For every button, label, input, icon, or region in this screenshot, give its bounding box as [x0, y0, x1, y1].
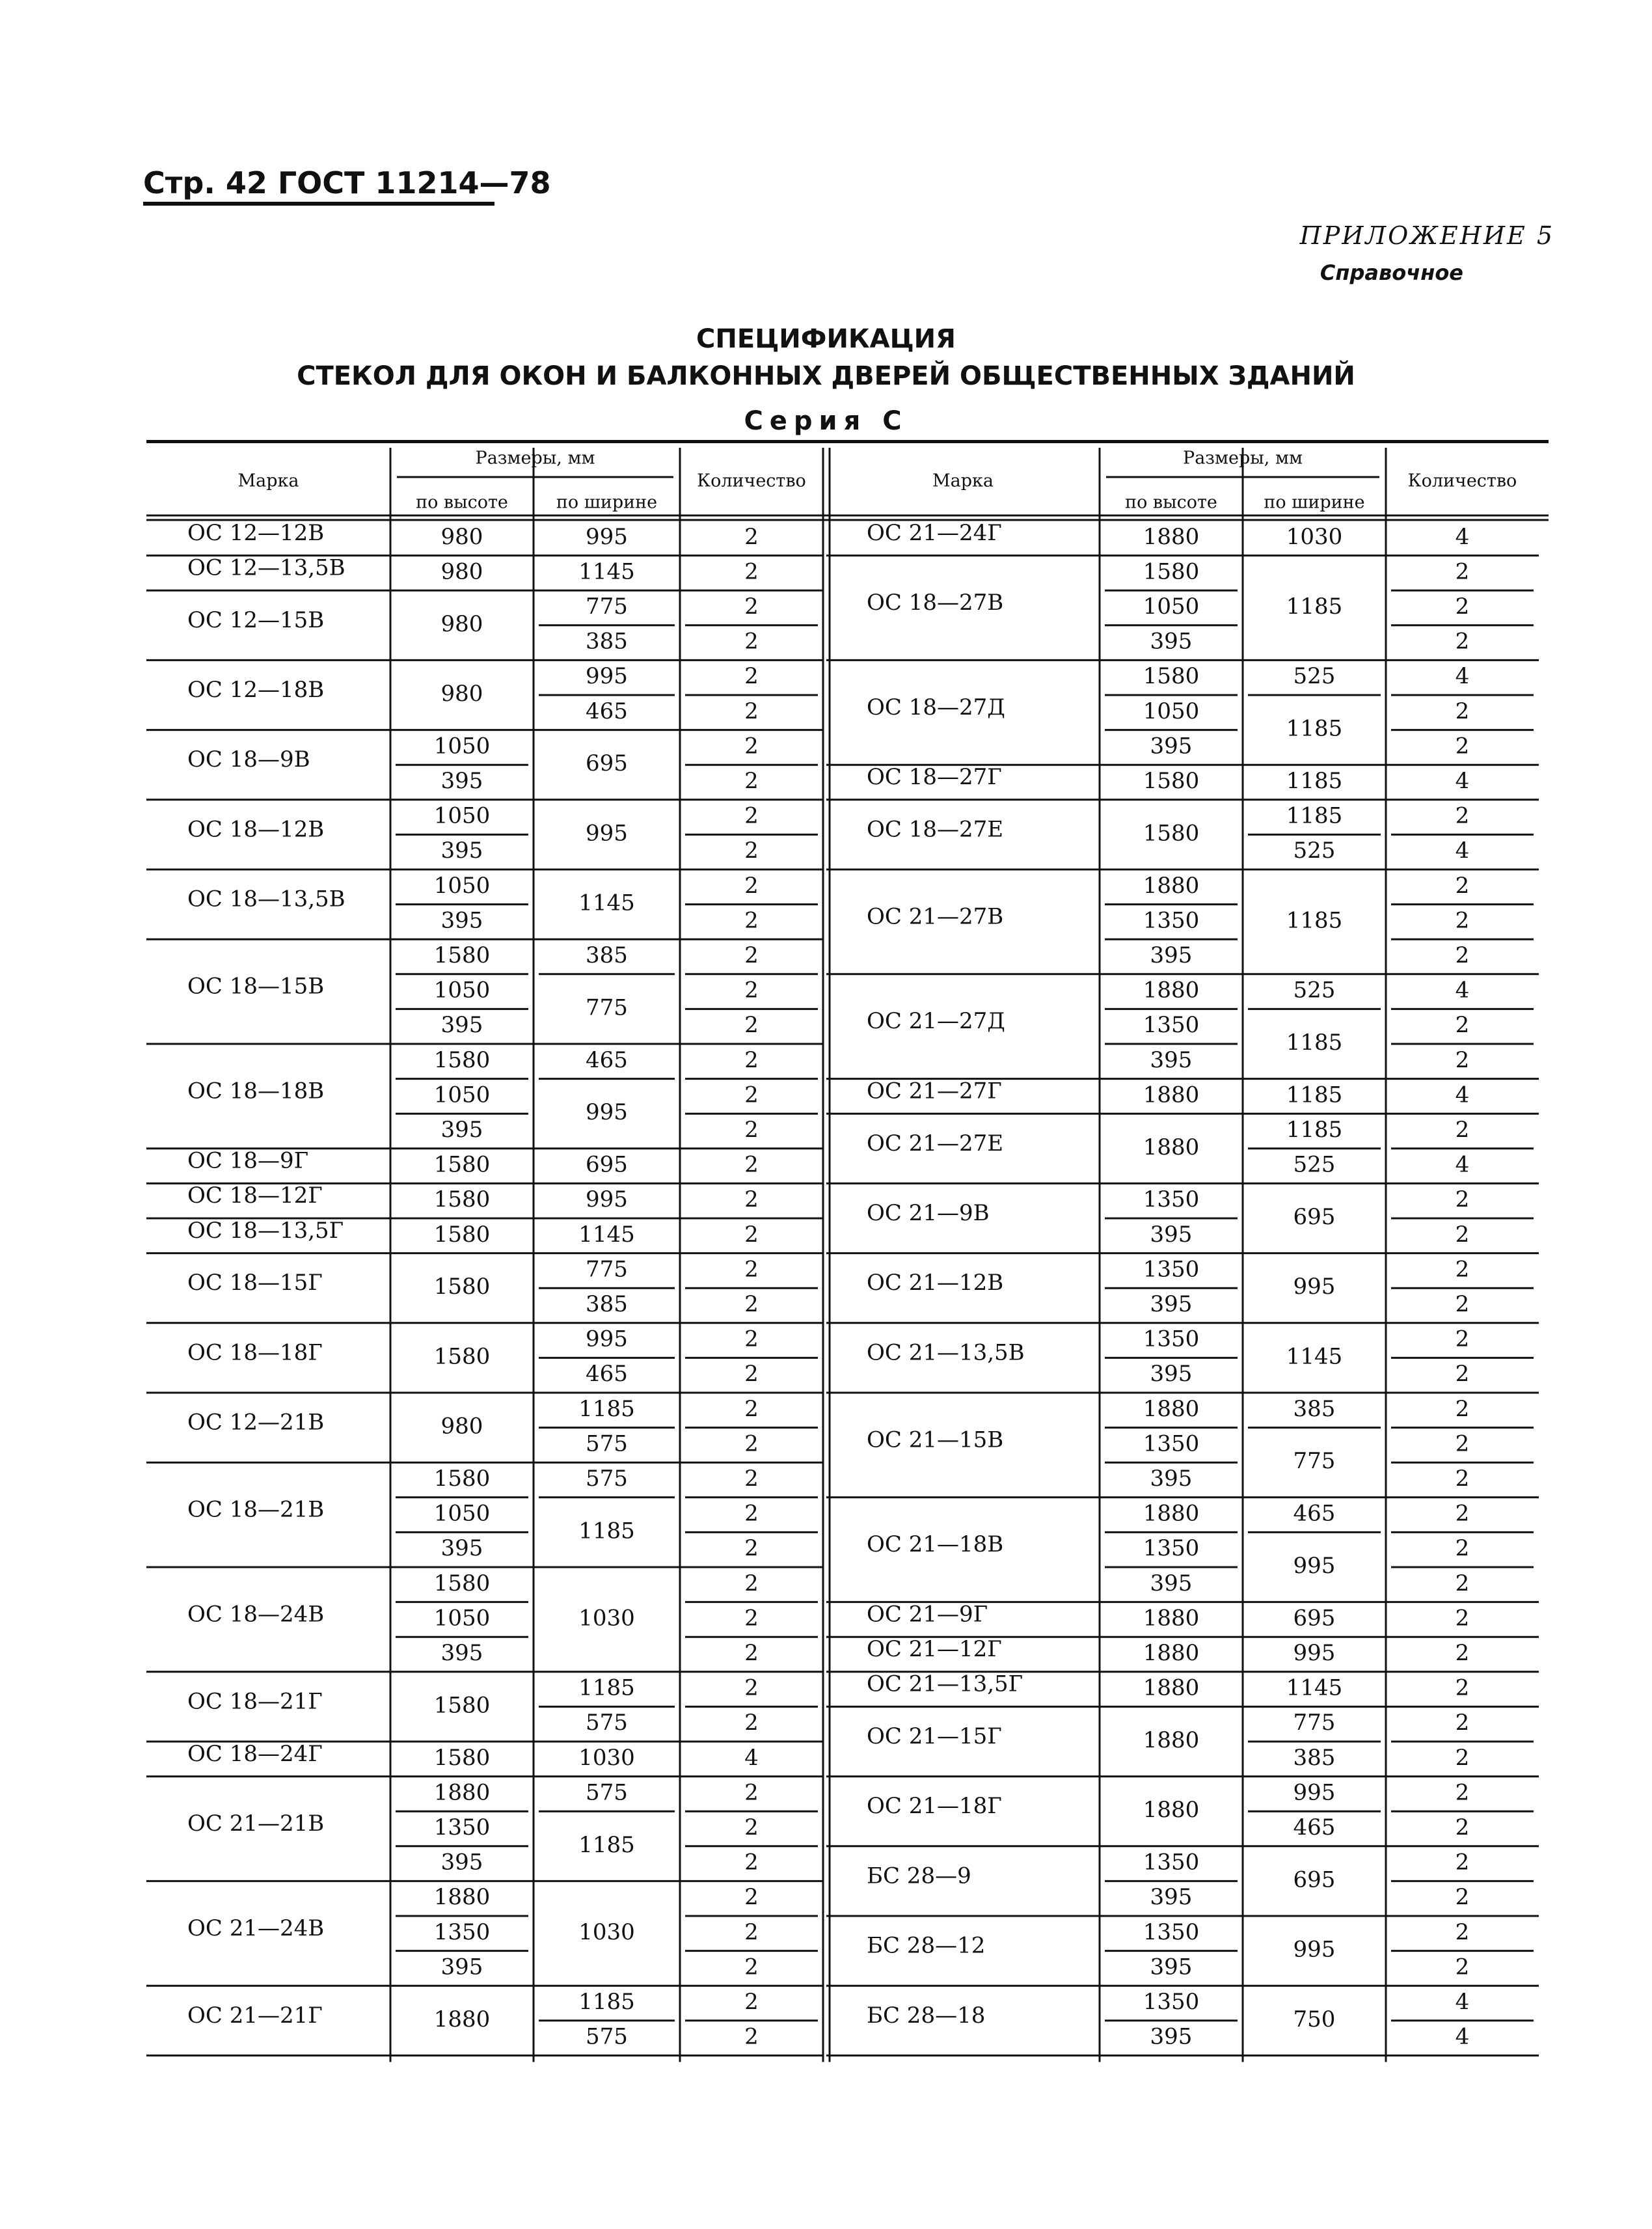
quantity-value: 2 [744, 1535, 759, 1562]
mark-label: ОС 18—13,5Г [187, 1217, 344, 1244]
height-value: 1880 [1143, 977, 1200, 1004]
width-value: 1185 [1286, 768, 1343, 794]
quantity-value: 2 [744, 1326, 759, 1352]
width-value: 1185 [578, 1675, 635, 1701]
quantity-value: 2 [744, 1012, 759, 1039]
height-value: 1350 [1143, 1186, 1200, 1213]
width-value: 1145 [1286, 1343, 1343, 1370]
height-value: 1350 [1143, 1256, 1200, 1283]
height-value: 1350 [1143, 1535, 1200, 1562]
mark-label: ОС 18—15В [187, 973, 325, 1000]
quantity-value: 2 [1455, 1256, 1470, 1283]
quantity-value: 2 [744, 2023, 759, 2050]
mark-label: ОС 21—24Г [867, 519, 1002, 546]
quantity-value: 4 [1455, 977, 1470, 1004]
height-value: 1580 [1143, 558, 1200, 585]
width-value: 385 [1293, 1744, 1336, 1771]
quantity-value: 2 [744, 1466, 759, 1492]
height-value: 395 [1150, 942, 1193, 968]
height-value: 1580 [433, 1274, 491, 1300]
quantity-value: 2 [1455, 1500, 1470, 1527]
mark-label: ОС 12—21В [187, 1409, 325, 1436]
height-value: 1880 [1143, 1797, 1200, 1824]
width-value: 775 [586, 594, 628, 620]
quantity-value: 2 [1455, 1535, 1470, 1562]
quantity-value: 2 [1455, 1605, 1470, 1632]
quantity-value: 2 [1455, 1675, 1470, 1701]
mark-label: ОС 21—12В [867, 1270, 1004, 1296]
width-value: 1185 [1286, 594, 1343, 620]
height-value: 1580 [433, 1046, 491, 1073]
height-value: 1050 [433, 1500, 491, 1527]
height-value: 1050 [433, 733, 491, 759]
width-value: 385 [1293, 1395, 1336, 1422]
quantity-value: 2 [744, 1989, 759, 2015]
series-label: Серия С [744, 406, 908, 436]
quantity-value: 2 [744, 802, 759, 829]
height-value: 395 [440, 838, 483, 864]
width-value: 465 [586, 698, 628, 724]
height-value: 1580 [433, 1692, 491, 1719]
height-value: 980 [440, 558, 483, 585]
height-value: 1880 [1143, 1727, 1200, 1753]
height-value: 1580 [1143, 768, 1200, 794]
quantity-value: 2 [744, 594, 759, 620]
quantity-value: 2 [1455, 1919, 1470, 1945]
width-value: 1145 [578, 558, 635, 585]
width-value: 995 [586, 663, 628, 690]
quantity-value: 2 [744, 663, 759, 690]
quantity-value: 2 [744, 1361, 759, 1388]
mark-label: ОС 18—15Г [187, 1270, 323, 1296]
quantity-value: 2 [1455, 1570, 1470, 1596]
quantity-value: 2 [744, 1675, 759, 1701]
document-subtitle: СТЕКОЛ ДЛЯ ОКОН И БАЛКОННЫХ ДВЕРЕЙ ОБЩЕСТВЕННЫХ ЗДАНИЙ [297, 361, 1355, 391]
quantity-value: 4 [1455, 2023, 1470, 2050]
height-value: 1350 [1143, 1849, 1200, 1876]
header-mark: Марка [932, 471, 994, 491]
quantity-value: 2 [1455, 558, 1470, 585]
width-value: 465 [1293, 1814, 1336, 1840]
quantity-value: 2 [744, 1395, 759, 1422]
width-value: 525 [1293, 1151, 1336, 1178]
mark-label: ОС 21—15В [867, 1427, 1004, 1453]
width-value: 995 [1293, 1936, 1336, 1963]
mark-label: БС 28—12 [867, 1932, 986, 1959]
width-value: 575 [586, 1466, 628, 1492]
width-value: 525 [1293, 663, 1336, 690]
mark-label: ОС 18—21В [187, 1496, 325, 1523]
height-value: 1350 [433, 1814, 491, 1840]
height-value: 1350 [433, 1919, 491, 1945]
mark-label: ОС 21—27Г [867, 1078, 1002, 1104]
height-value: 1580 [433, 1744, 491, 1771]
height-value: 1580 [1143, 663, 1200, 690]
quantity-value: 2 [744, 1605, 759, 1632]
quantity-value: 2 [744, 1640, 759, 1666]
height-value: 395 [1150, 1046, 1193, 1073]
height-value: 1050 [433, 977, 491, 1004]
height-value: 1580 [1143, 820, 1200, 847]
height-value: 395 [440, 907, 483, 934]
width-value: 995 [1293, 1779, 1336, 1806]
width-value: 995 [586, 1186, 628, 1213]
height-value: 395 [440, 1954, 483, 1980]
mark-label: БС 28—18 [867, 2002, 986, 2029]
height-value: 1580 [433, 942, 491, 968]
width-value: 995 [586, 523, 628, 550]
width-value: 1185 [1286, 715, 1343, 742]
quantity-value: 2 [744, 1814, 759, 1840]
height-value: 1880 [1143, 872, 1200, 899]
height-value: 395 [440, 1640, 483, 1666]
mark-label: ОС 18—21Г [187, 1688, 323, 1715]
width-value: 995 [1293, 1640, 1336, 1666]
width-value: 1185 [578, 1831, 635, 1858]
width-value: 1030 [578, 1744, 635, 1771]
header-mark: Марка [237, 471, 299, 491]
quantity-value: 2 [744, 977, 759, 1004]
height-value: 395 [1150, 1221, 1193, 1248]
quantity-value: 2 [744, 1151, 759, 1178]
width-value: 775 [1293, 1710, 1336, 1736]
header-quantity: Количество [1407, 471, 1517, 491]
width-value: 575 [586, 1710, 628, 1736]
quantity-value: 2 [1455, 698, 1470, 724]
mark-label: ОС 18—18В [187, 1078, 325, 1104]
page-header-label: Стр. 42 ГОСТ 11214—78 [143, 165, 551, 200]
height-value: 395 [1150, 1884, 1193, 1911]
height-value: 1880 [433, 2006, 491, 2032]
quantity-value: 2 [744, 1779, 759, 1806]
quantity-value: 4 [1455, 1151, 1470, 1178]
quantity-value: 2 [1455, 1954, 1470, 1980]
mark-label: ОС 21—9В [867, 1200, 990, 1226]
height-value: 395 [1150, 1954, 1193, 1980]
height-value: 1050 [433, 1605, 491, 1632]
quantity-value: 2 [744, 872, 759, 899]
quantity-value: 2 [744, 1710, 759, 1736]
height-value: 395 [1150, 628, 1193, 655]
height-value: 1350 [1143, 1989, 1200, 2015]
width-value: 750 [1293, 2006, 1336, 2032]
width-value: 1185 [1286, 802, 1343, 829]
height-value: 395 [1150, 1361, 1193, 1388]
height-value: 1580 [433, 1466, 491, 1492]
quantity-value: 2 [1455, 1430, 1470, 1457]
mark-label: ОС 18—9Г [187, 1147, 309, 1174]
quantity-value: 2 [1455, 1814, 1470, 1840]
width-value: 465 [586, 1046, 628, 1073]
mark-label: ОС 21—27Е [867, 1130, 1004, 1156]
height-value: 1580 [433, 1570, 491, 1596]
quantity-value: 2 [1455, 907, 1470, 934]
quantity-value: 4 [1455, 663, 1470, 690]
quantity-value: 2 [744, 1291, 759, 1317]
width-value: 695 [1293, 1204, 1336, 1230]
width-value: 775 [1293, 1448, 1336, 1475]
header-quantity: Количество [697, 471, 806, 491]
mark-label: ОС 18—27Д [867, 694, 1005, 720]
height-value: 395 [440, 1012, 483, 1039]
width-value: 1145 [578, 1221, 635, 1248]
height-value: 395 [440, 1849, 483, 1876]
mark-label: БС 28—9 [867, 1863, 971, 1889]
width-value: 575 [586, 2023, 628, 2050]
quantity-value: 4 [1455, 838, 1470, 864]
mark-label: ОС 21—27В [867, 903, 1004, 930]
quantity-value: 2 [1455, 1291, 1470, 1317]
mark-label: ОС 18—9В [187, 746, 310, 773]
mark-label: ОС 12—13,5В [187, 554, 345, 581]
quantity-value: 2 [1455, 1117, 1470, 1143]
width-value: 695 [586, 1151, 628, 1178]
height-value: 1050 [1143, 698, 1200, 724]
height-value: 395 [1150, 1291, 1193, 1317]
width-value: 995 [1293, 1274, 1336, 1300]
height-value: 1580 [433, 1221, 491, 1248]
height-value: 1350 [1143, 1012, 1200, 1039]
width-value: 995 [586, 1326, 628, 1352]
width-value: 385 [586, 628, 628, 655]
mark-label: ОС 21—13,5В [867, 1339, 1025, 1366]
mark-label: ОС 21—12Г [867, 1636, 1002, 1662]
quantity-value: 2 [1455, 802, 1470, 829]
width-value: 995 [586, 1099, 628, 1126]
height-value: 395 [1150, 2023, 1193, 2050]
height-value: 980 [440, 610, 483, 637]
quantity-value: 2 [744, 942, 759, 968]
mark-label: ОС 18—27Г [867, 764, 1002, 790]
quantity-value: 2 [744, 1570, 759, 1596]
quantity-value: 2 [744, 1954, 759, 1980]
mark-label: ОС 21—24В [187, 1915, 325, 1941]
quantity-value: 2 [744, 1186, 759, 1213]
quantity-value: 2 [744, 733, 759, 759]
quantity-value: 2 [744, 1500, 759, 1527]
quantity-value: 2 [1455, 1744, 1470, 1771]
height-value: 1880 [1143, 1082, 1200, 1108]
quantity-value: 2 [1455, 628, 1470, 655]
document-title: СПЕЦИФИКАЦИЯ [696, 324, 956, 354]
quantity-value: 2 [744, 1082, 759, 1108]
width-value: 995 [1293, 1553, 1336, 1579]
mark-label: ОС 18—13,5В [187, 886, 345, 912]
mark-label: ОС 18—12В [187, 816, 325, 843]
mark-label: ОС 21—15Г [867, 1723, 1002, 1749]
quantity-value: 2 [1455, 1640, 1470, 1666]
quantity-value: 2 [744, 838, 759, 864]
quantity-value: 2 [1455, 1326, 1470, 1352]
height-value: 395 [440, 768, 483, 794]
height-value: 395 [1150, 1570, 1193, 1596]
width-value: 465 [586, 1361, 628, 1388]
width-value: 695 [586, 750, 628, 777]
quantity-value: 2 [744, 1430, 759, 1457]
quantity-value: 2 [744, 698, 759, 724]
height-value: 1050 [1143, 594, 1200, 620]
quantity-value: 2 [1455, 1221, 1470, 1248]
height-value: 1880 [1143, 1500, 1200, 1527]
header-sizes: Размеры, мм [1183, 448, 1303, 469]
mark-label: ОС 18—18Г [187, 1339, 323, 1366]
height-value: 395 [440, 1117, 483, 1143]
quantity-value: 2 [1455, 942, 1470, 968]
quantity-value: 4 [1455, 1989, 1470, 2015]
height-value: 1350 [1143, 1919, 1200, 1945]
width-value: 1185 [1286, 1030, 1343, 1056]
mark-label: ОС 21—27Д [867, 1008, 1005, 1035]
mark-label: ОС 18—27Е [867, 816, 1004, 843]
width-value: 1185 [578, 1395, 635, 1422]
height-value: 1350 [1143, 1326, 1200, 1352]
width-value: 385 [586, 1291, 628, 1317]
mark-label: ОС 12—12В [187, 519, 325, 546]
mark-label: ОС 18—24Г [187, 1740, 323, 1767]
mark-label: ОС 21—18В [867, 1531, 1004, 1558]
width-value: 1185 [1286, 1117, 1343, 1143]
mark-label: ОС 18—12Г [187, 1183, 323, 1209]
height-value: 1880 [1143, 1395, 1200, 1422]
height-value: 1880 [1143, 523, 1200, 550]
width-value: 385 [586, 942, 628, 968]
height-value: 1050 [433, 872, 491, 899]
width-value: 1145 [1286, 1675, 1343, 1701]
quantity-value: 2 [1455, 1710, 1470, 1736]
height-value: 1880 [1143, 1675, 1200, 1701]
mark-label: ОС 21—21Г [187, 2002, 323, 2029]
mark-label: ОС 21—9Г [867, 1601, 988, 1628]
header-height: по высоте [416, 492, 508, 513]
quantity-value: 2 [1455, 1361, 1470, 1388]
mark-label: ОС 21—21В [187, 1811, 325, 1837]
quantity-value: 2 [1455, 1012, 1470, 1039]
quantity-value: 2 [744, 523, 759, 550]
mark-label: ОС 18—27В [867, 590, 1004, 616]
width-value: 1185 [578, 1518, 635, 1544]
appendix-label: ПРИЛОЖЕНИЕ 5 [1299, 221, 1554, 250]
quantity-value: 2 [1455, 1046, 1470, 1073]
width-value: 575 [586, 1779, 628, 1806]
quantity-value: 2 [744, 1221, 759, 1248]
height-value: 395 [440, 1535, 483, 1562]
quantity-value: 2 [1455, 1395, 1470, 1422]
height-value: 395 [1150, 733, 1193, 759]
width-value: 1145 [578, 890, 635, 916]
header-height: по высоте [1125, 492, 1217, 513]
width-value: 1185 [578, 1989, 635, 2015]
quantity-value: 2 [744, 1046, 759, 1073]
height-value: 1580 [433, 1186, 491, 1213]
height-value: 1350 [1143, 1430, 1200, 1457]
quantity-value: 2 [744, 1849, 759, 1876]
quantity-value: 2 [1455, 1884, 1470, 1911]
quantity-value: 4 [744, 1744, 759, 1771]
width-value: 775 [586, 1256, 628, 1283]
mark-label: ОС 18—24В [187, 1601, 325, 1628]
quantity-value: 2 [1455, 1186, 1470, 1213]
width-value: 525 [1293, 977, 1336, 1004]
width-value: 525 [1293, 838, 1336, 864]
height-value: 395 [1150, 1466, 1193, 1492]
width-value: 465 [1293, 1500, 1336, 1527]
width-value: 1030 [578, 1919, 635, 1945]
mark-label: ОС 12—18В [187, 677, 325, 703]
header-width: по ширине [556, 492, 658, 513]
quantity-value: 2 [1455, 733, 1470, 759]
height-value: 1880 [433, 1779, 491, 1806]
quantity-value: 2 [744, 1884, 759, 1911]
width-value: 575 [586, 1430, 628, 1457]
width-value: 1185 [1286, 1082, 1343, 1108]
width-value: 995 [586, 820, 628, 847]
mark-label: ОС 12—15В [187, 607, 325, 633]
quantity-value: 2 [744, 628, 759, 655]
height-value: 980 [440, 681, 483, 707]
width-value: 775 [586, 994, 628, 1021]
mark-label: ОС 21—18Г [867, 1793, 1002, 1820]
width-value: 695 [1293, 1605, 1336, 1632]
height-value: 1580 [433, 1151, 491, 1178]
height-value: 1880 [1143, 1134, 1200, 1160]
quantity-value: 2 [1455, 1849, 1470, 1876]
height-value: 1880 [433, 1884, 491, 1911]
mark-label: ОС 21—13,5Г [867, 1671, 1023, 1697]
width-value: 1185 [1286, 907, 1343, 934]
reference-label: Справочное [1320, 260, 1463, 285]
quantity-value: 2 [1455, 1779, 1470, 1806]
quantity-value: 4 [1455, 523, 1470, 550]
width-value: 1030 [1286, 523, 1343, 550]
quantity-value: 2 [744, 1919, 759, 1945]
quantity-value: 2 [744, 768, 759, 794]
quantity-value: 2 [1455, 594, 1470, 620]
height-value: 980 [440, 523, 483, 550]
height-value: 1880 [1143, 1640, 1200, 1666]
quantity-value: 2 [744, 907, 759, 934]
height-value: 1050 [433, 802, 491, 829]
quantity-value: 2 [744, 558, 759, 585]
header-sizes: Размеры, мм [475, 448, 595, 469]
height-value: 1350 [1143, 907, 1200, 934]
height-value: 1880 [1143, 1605, 1200, 1632]
quantity-value: 2 [744, 1117, 759, 1143]
header-width: по ширине [1264, 492, 1365, 513]
width-value: 695 [1293, 1867, 1336, 1893]
quantity-value: 2 [1455, 1466, 1470, 1492]
quantity-value: 4 [1455, 768, 1470, 794]
quantity-value: 2 [1455, 872, 1470, 899]
quantity-value: 2 [744, 1256, 759, 1283]
height-value: 1580 [433, 1343, 491, 1370]
width-value: 1030 [578, 1605, 635, 1632]
height-value: 980 [440, 1413, 483, 1440]
quantity-value: 4 [1455, 1082, 1470, 1108]
height-value: 1050 [433, 1082, 491, 1108]
